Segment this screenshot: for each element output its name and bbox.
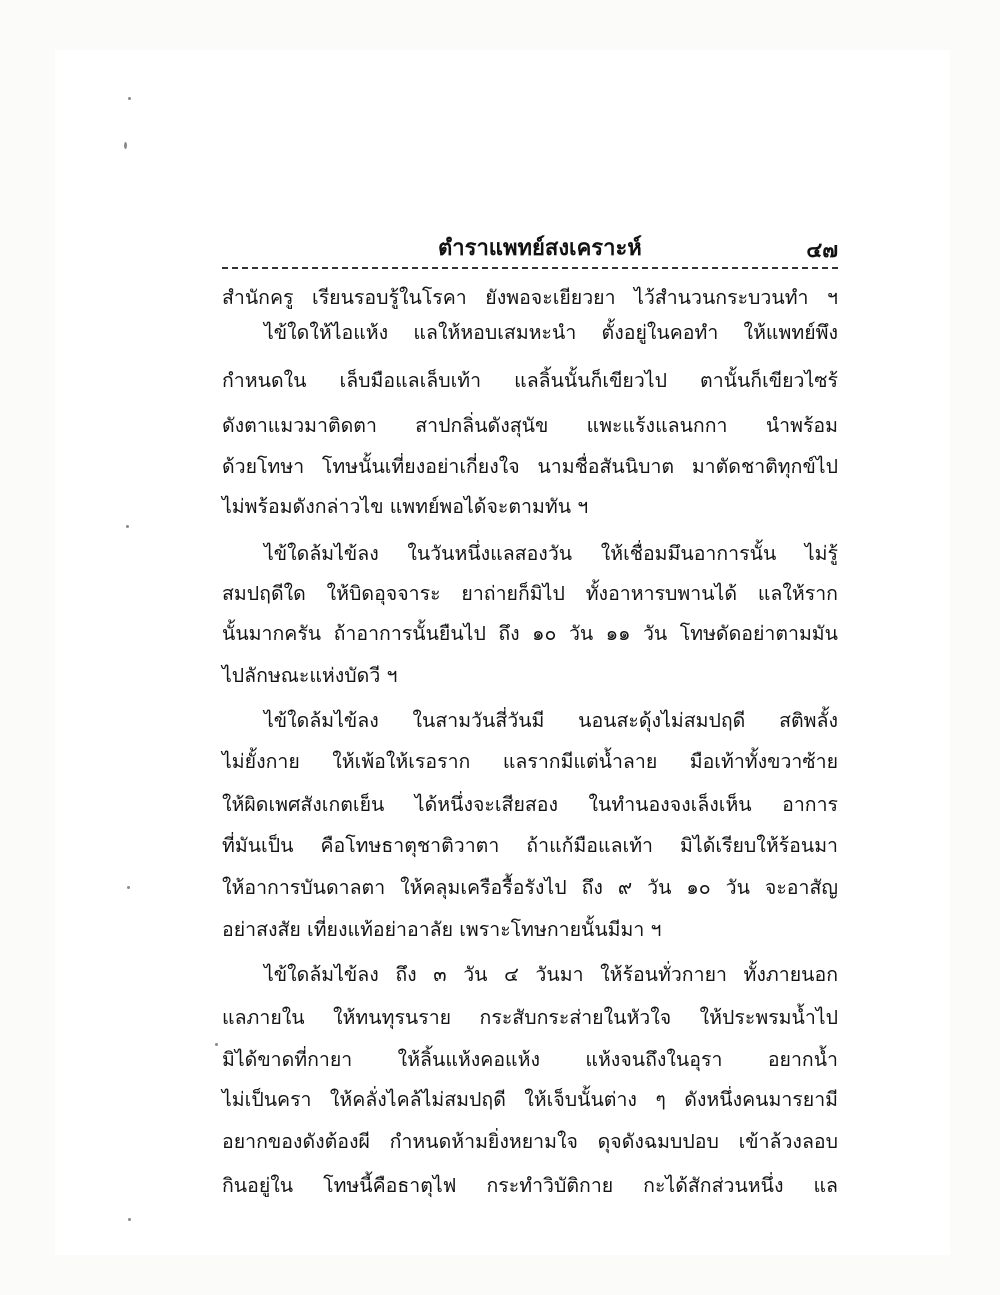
scan-speck	[215, 1043, 218, 1046]
text-line: ไม่พร้อมดังกล่าวไข แพทย์พอได้จะตามทัน ฯ	[222, 495, 589, 518]
text-line: กินอยู่ใน โทษนี้คือธาตุไฟ กระทำวิบัติกาย กะได้สักส่วนหนึ่ง แล	[222, 1174, 838, 1197]
text-line: สมปฤดีใด ให้บิดอุจจาระ ยาถ่ายก็มิไป ทั้งอาหารบพานได้ แลให้ราก	[222, 582, 838, 605]
scan-speck	[128, 1218, 131, 1221]
text-line: ไม่ยั้งกาย ให้เพ้อให้เรอราก แลรากมีแต่น้ำลาย มือเท้าทั้งขวาซ้าย	[222, 750, 838, 773]
text-line: แลภายใน ให้ทนทุรนราย กระสับกระส่ายในหัวใจ ให้ประพรมน้ำไป	[222, 1006, 838, 1029]
text-line: ให้อาการบันดาลตา ให้คลุมเครือรื้อรังไป ถึง ๙ วัน ๑๐ วัน จะอาสัญ	[222, 876, 838, 899]
text-line: ไข้ใดล้มไข้ลง ในสามวันสี่วันมี นอนสะดุ้งไม่สมปฤดี สติพลั้ง	[264, 709, 838, 732]
scan-speck	[128, 97, 131, 100]
header-rule	[222, 267, 838, 269]
running-header	[222, 228, 838, 266]
text-line: นั้นมากครัน ถ้าอาการนั้นยืนไป ถึง ๑๐ วัน ๑๑ วัน โทษดัดอย่าตามมัน	[222, 622, 838, 645]
text-line: มิได้ขาดที่กายา ให้ลิ้นแห้งคอแห้ง แห้งจนถึงในอุรา อยากน้ำ	[222, 1048, 838, 1071]
text-line: ไข้ใดล้มไข้ลง ถึง ๓ วัน ๔ วันมา ให้ร้อนทั่วกายา ทั้งภายนอก	[264, 963, 838, 986]
scan-speck	[126, 525, 129, 528]
text-line: ที่มันเป็น คือโทษธาตุชาติวาตา ถ้าแก้มือแลเท้า มิได้เรียบให้ร้อนมา	[222, 834, 838, 857]
scan-speck	[127, 886, 130, 889]
text-line: ไข้ใดให้ไอแห้ง แลให้หอบเสมหะนำ ตั้งอยู่ในคอทำ ให้แพทย์พึง	[264, 321, 838, 344]
text-line: สำนักครู เรียนรอบรู้ในโรคา ยังพอจะเยียวยา ไว้สำนวนกระบวนทำ ฯ	[222, 286, 838, 309]
text-line: ไปลักษณะแห่งบัดวี ฯ	[222, 664, 398, 687]
text-line: ดังตาแมวมาติดตา สาปกลิ่นดังสุนัข แพะแร้งแลนกกา นำพร้อม	[222, 414, 838, 437]
text-line: อย่าสงสัย เที่ยงแท้อย่าอาลัย เพราะโทษกายนั้นมีมา ฯ	[222, 918, 662, 941]
text-line: ด้วยโทษา โทษนั้นเที่ยงอย่าเกี่ยงใจ นามชื่อสันนิบาต มาตัดชาติทุกข์ไป	[222, 455, 838, 478]
page-number: ๔๗	[806, 237, 838, 262]
scan-speck	[124, 142, 127, 149]
text-line: กำหนดใน เล็บมือแลเล็บเท้า แลลิ้นนั้นก็เขียวไป ตานั้นก็เขียวไซร้	[222, 369, 838, 392]
text-line: ให้ผิดเพศสังเกตเย็น ได้หนึ่งจะเสียสอง ในทำนองจงเล็งเห็น อาการ	[222, 793, 838, 816]
text-line: ไข้ใดล้มไข้ลง ในวันหนึ่งแลสองวัน ให้เชื่อมมึนอาการนั้น ไม่รู้	[264, 542, 838, 565]
text-line: อยากของดังต้องผี กำหนดห้ามยิ่งหยามใจ ดุจดังฉมบปอบ เข้าล้วงลอบ	[222, 1130, 838, 1153]
text-line: ไม่เป็นครา ให้คลั่งไคล้ไม่สมปฤดี ให้เจ็บนั้นต่าง ๆ ดังหนึ่งคนมารยามี	[222, 1088, 838, 1111]
book-title: ตำราแพทย์สงเคราะห์	[438, 235, 642, 261]
